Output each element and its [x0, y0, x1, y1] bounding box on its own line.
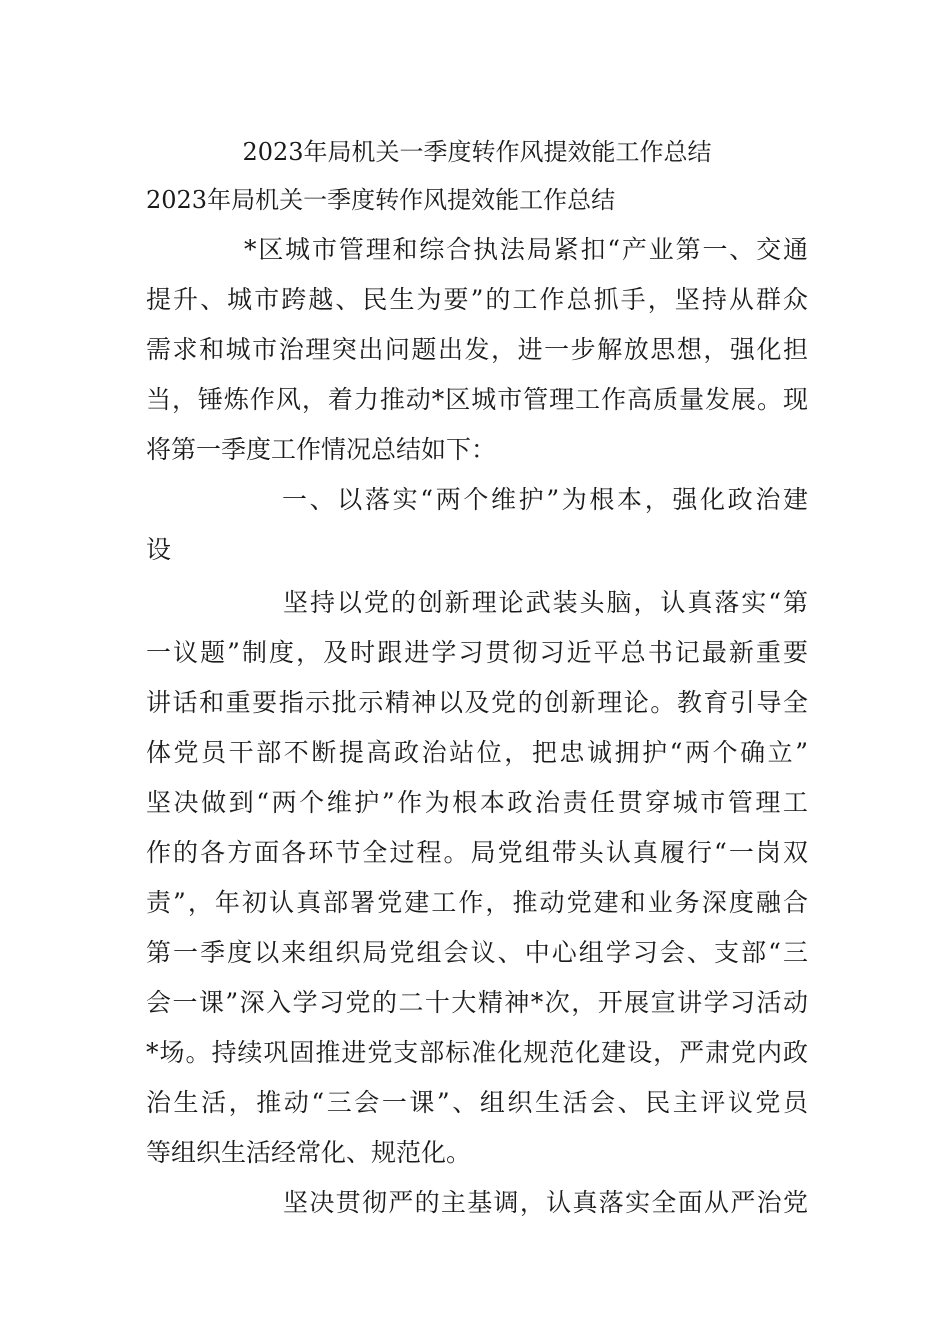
paragraph-line: 坚决贯彻严的主基调，认真落实全面从严治党: [283, 1188, 808, 1217]
paragraph-line: 会一课”深入学习党的二十大精神*次，开展宣讲学习活动: [146, 988, 808, 1017]
section-heading: 设: [146, 535, 172, 564]
paragraph-line: 一议题”制度，及时跟进学习贯彻习近平总书记最新重要: [146, 638, 808, 667]
document-title-repeat: 2023年局机关一季度转作风提效能工作总结: [146, 186, 616, 214]
paragraph-line: 治生活，推动“三会一课”、组织生活会、民主评议党员: [146, 1088, 808, 1117]
paragraph-line: 讲话和重要指示批示精神以及党的创新理论。教育引导全: [146, 688, 808, 717]
document-title: 2023年局机关一季度转作风提效能工作总结: [242, 138, 712, 166]
paragraph-line: 作的各方面各环节全过程。局党组带头认真履行“一岗双: [146, 838, 808, 867]
paragraph-line: 等组织生活经常化、规范化。: [146, 1138, 472, 1167]
section-heading: 一、以落实“两个维护”为根本，强化政治建: [282, 485, 808, 514]
intro-line: *区城市管理和综合执法局紧扣“产业第一、交通: [244, 235, 808, 264]
paragraph-line: 体党员干部不断提高政治站位，把忠诚拥护“两个确立”: [146, 738, 808, 767]
paragraph-line: 第一季度以来组织局党组会议、中心组学习会、支部“三: [146, 938, 808, 967]
paragraph-line: 责”，年初认真部署党建工作，推动党建和业务深度融合: [146, 888, 808, 917]
intro-line: 将第一季度工作情况总结如下：: [146, 435, 497, 464]
intro-line: 需求和城市治理突出问题出发，进一步解放思想，强化担: [146, 335, 808, 364]
intro-line: 当，锤炼作风，着力推动*区城市管理工作高质量发展。现: [146, 385, 808, 414]
paragraph-line: *场。持续巩固推进党支部标准化规范化建设，严肃党内政: [146, 1038, 808, 1067]
paragraph-line: 坚持以党的创新理论武装头脑，认真落实“第: [283, 588, 808, 617]
intro-line: 提升、城市跨越、民生为要”的工作总抓手，坚持从群众: [146, 285, 808, 314]
paragraph-line: 坚决做到“两个维护”作为根本政治责任贯穿城市管理工: [146, 788, 808, 817]
